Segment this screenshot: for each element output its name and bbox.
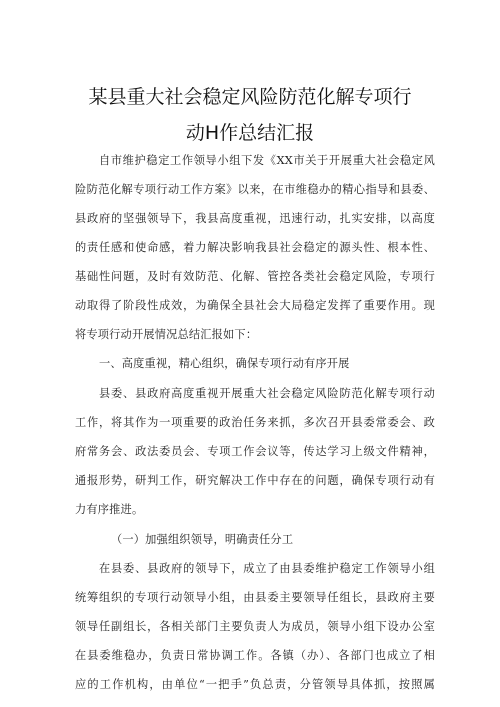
paragraph-line: 工作，将其作为一项重要的政治任务来抓，多次召开县委常委会、政 — [75, 416, 435, 429]
paragraph-line: 应的工作机构，由单位“一把手”负总责，分管领导具体抓，按照属 — [75, 678, 435, 691]
paragraph-line: 将专项行动开展情况总结汇报如下： — [75, 328, 258, 341]
paragraph-line: 县委、县政府高度重视开展重大社会稳定风险防范化解专项行动 — [99, 387, 435, 400]
paragraph-line: 的责任感和使命感，着力解决影响我县社会稳定的源头性、根本性、 — [75, 241, 435, 254]
paragraph-line: 在县委、县政府的领导下，成立了由县委维护稳定工作领导小组 — [99, 562, 435, 575]
paragraph-line: 基础性问题，及时有效防范、化解、管控各类社会稳定风险，专项行 — [75, 270, 435, 283]
paragraph-line: 县政府的坚强领导下，我县高度重视，迅速行动，扎实安排，以高度 — [75, 212, 435, 225]
paragraph-line: 动取得了阶段性成效，为确保全县社会大局稳定发挥了重要作用。现 — [75, 299, 435, 312]
section-heading: 一、高度重视，精心组织，确保专项行动有序开展 — [99, 357, 350, 370]
paragraph-line: 力有序推进。 — [75, 503, 144, 516]
document-title-line-1: 某县重大社会稳定风险防范化解专项行 — [88, 86, 412, 108]
paragraph-line: 险防范化解专项行动工作方案》以来，在市维稳办的精心指导和县委、 — [75, 183, 435, 196]
paragraph-line: 府常务会、政法委员会、专项工作会议等，传达学习上级文件精神， — [75, 445, 435, 458]
paragraph-line: 自市维护稳定工作领导小组下发《XX市关于开展重大社会稳定风 — [99, 154, 435, 167]
document-title-line-2: 动H作总结汇报 — [185, 122, 315, 144]
paragraph-line: 在县委维稳办，负责日常协调工作。各镇（办）、各部门也成立了相 — [75, 649, 435, 662]
paragraph-line: 领导任副组长，各相关部门主要负责人为成员，领导小组下设办公室 — [75, 620, 435, 633]
subsection-heading: （一）加强组织领导，明确责任分工 — [111, 533, 294, 546]
paragraph-line: 统筹组织的专项行动领导小组，由县委主要领导任组长，县政府主要 — [75, 591, 435, 604]
paragraph-line: 通报形势，研判工作，研究解决工作中存在的问题，确保专项行动有 — [75, 474, 435, 487]
